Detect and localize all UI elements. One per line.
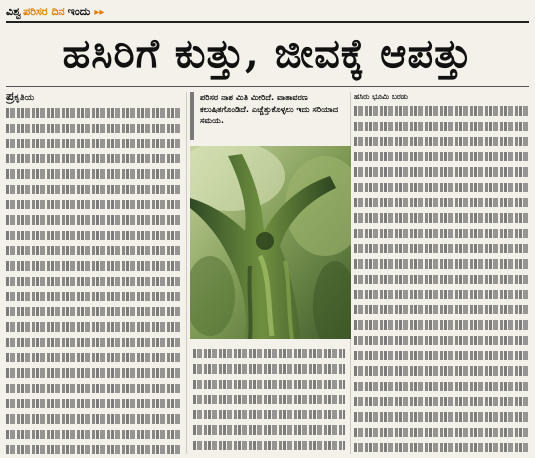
article-column-3 [354, 92, 530, 454]
kicker-arrow-icon: ▸▸ [94, 6, 105, 18]
pull-quote: ಪರಿಸರ ನಾಶ ಮಿತಿ ಮೀರಿದೆ. ವಾತಾವರಣ ಕಲುಷಿತಗೊಂಡಿದೆ. ಎಚ್ಚೆತ್ತುಕೊಳ್ಳಲು ಇದು ಸರಿಯಾದ ಸಮಯ. [190, 92, 350, 140]
tree-photo-icon [190, 146, 351, 339]
moss-covered-tree-photo [190, 146, 351, 339]
column-divider [186, 92, 187, 454]
column-3-text-lines [354, 103, 530, 454]
drop-cap: ಪ್ರ [6, 92, 15, 103]
kicker [6, 4, 104, 20]
kicker-part3: ಇಂದು [67, 5, 91, 18]
column-1-text-lines [6, 105, 182, 454]
kicker-part1: ವಿಶ್ವ [6, 5, 22, 18]
kicker-part2: ಪರಿಸರ ದಿನ [23, 5, 65, 18]
lead-word: ಕೃತಿಯ [14, 93, 35, 103]
kicker-rule [6, 21, 529, 23]
headline: ಹಸಿರಿಗೆ ಕುತ್ತು, ಜೀವಕ್ಕೆ ಆಪತ್ತು [62, 29, 473, 77]
column-3-subhead: ಹಸಿರು ಭೂಮಿ ಬರಡು [354, 92, 409, 101]
headline-rule [6, 86, 529, 87]
article-column-1 [6, 92, 182, 454]
article-column-2 [193, 346, 345, 456]
